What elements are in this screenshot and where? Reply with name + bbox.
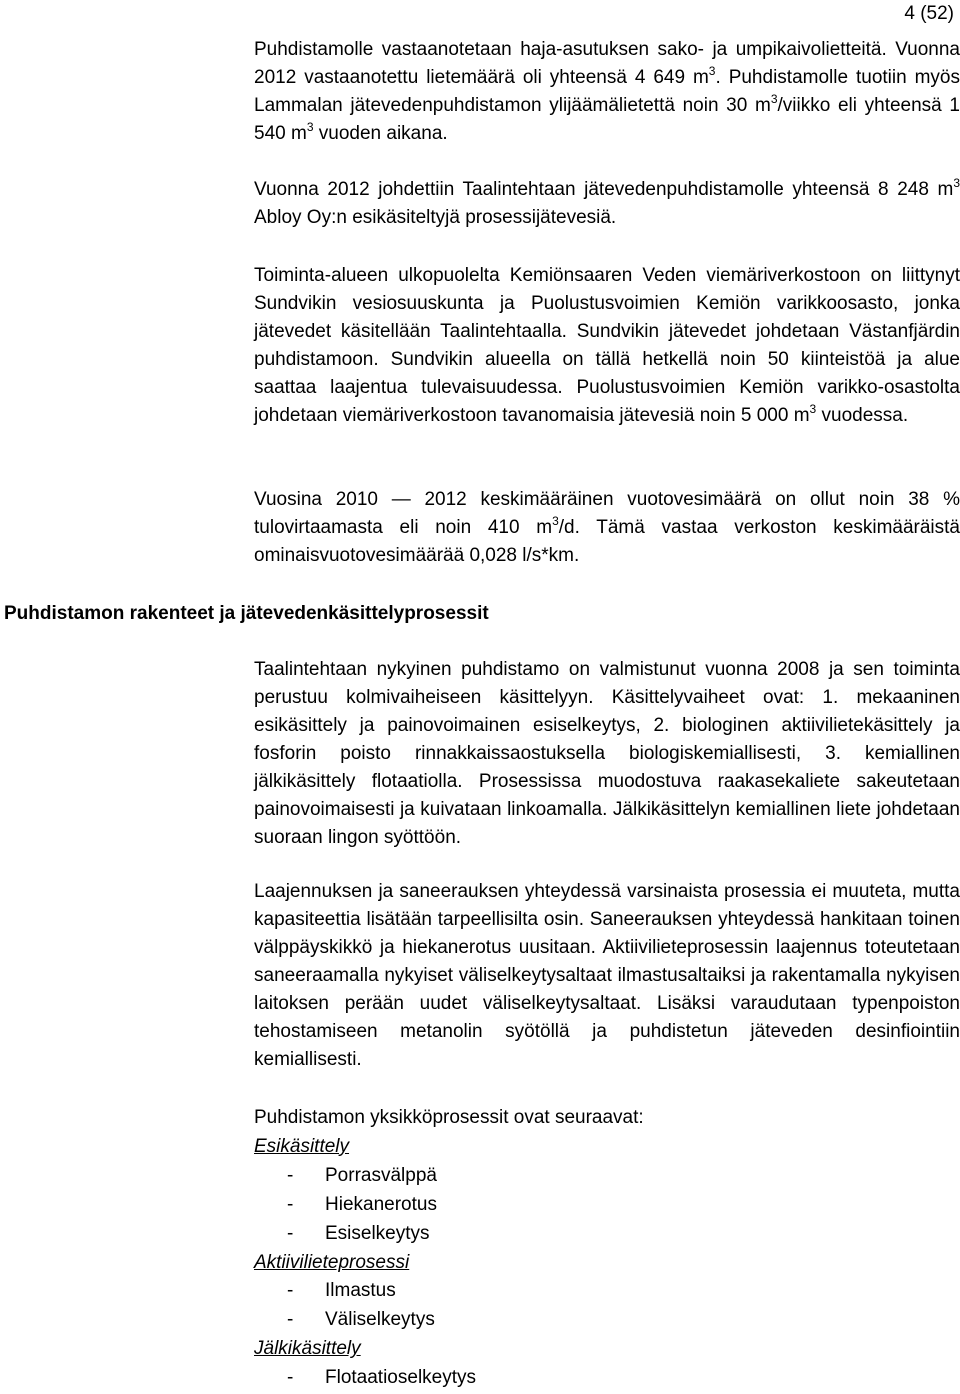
text-segment: . Puhdistamolle tuotiin myös Lammalan jätevedenpuhdistamon ylijäämälietettä noin 30 m	[254, 67, 960, 116]
list-group-heading: Esikäsittely	[254, 1135, 350, 1157]
list-item-label: Flotaatioselkeytys	[325, 1367, 477, 1389]
superscript: 3	[708, 63, 716, 78]
list-item-label: Hiekanerotus	[325, 1193, 437, 1215]
list-item-label: Esiselkeytys	[325, 1222, 430, 1244]
superscript: 3	[770, 91, 778, 106]
list-item-label: Väliselkeytys	[325, 1309, 435, 1331]
superscript: 3	[809, 401, 817, 416]
text-segment: Vuonna 2012 johdettiin Taalintehtaan jätevedenpuhdistamolle yhteensä 8 248 m	[254, 179, 954, 200]
paragraph-leakage-water	[254, 486, 960, 570]
dash-bullet: -	[287, 1280, 294, 1302]
dash-bullet: -	[287, 1367, 294, 1389]
superscript: 3	[953, 175, 960, 190]
list-item	[254, 1220, 960, 1249]
superscript: 3	[306, 119, 314, 134]
list-item	[254, 1364, 960, 1393]
dash-bullet: -	[287, 1309, 294, 1331]
text-segment: vuoden aikana.	[313, 123, 448, 144]
list-item	[254, 1306, 960, 1335]
paragraph-text: Taalintehtaan nykyinen puhdistamo on valmistunut vuonna 2008 ja sen toiminta perustuu kolmivaiheiseen käsittelyyn. Käsittelyvaiheet ovat: 1. mekaaninen esikäsittely ja painovoimainen esiselkeytys, 2. biologinen aktiivilietekäsittely ja fosforin poisto rinnakkaissaostuksella biologiskemiallisesti, 3. kemiallinen jälkikäsittely flotaatiolla. Prosessissa muodostuva raakasekaliete sakeutetaan painovoimaisesti ja kuivataan linkoamalla. Jälkikäsittelyn kemiallinen liete johdetaan suoraan lingon syöttöön.	[254, 659, 960, 848]
list-intro: Puhdistamon yksikköprosessit ovat seuraavat:	[254, 1107, 644, 1128]
dash-bullet: -	[287, 1222, 294, 1244]
paragraph-current-plant	[254, 656, 960, 852]
paragraph-external-connections	[254, 262, 960, 430]
page-number: 4 (52)	[904, 3, 954, 24]
list-group-heading: Jälkikäsittely	[254, 1338, 361, 1360]
superscript: 3	[552, 513, 559, 528]
list-item	[254, 1162, 960, 1191]
list-item-label: Porrasvälppä	[325, 1164, 437, 1186]
text-segment: vuodessa.	[816, 405, 909, 426]
dash-bullet: -	[287, 1193, 294, 1215]
paragraph-sludge-reception	[254, 36, 960, 148]
paragraph-process-wastewater	[254, 176, 960, 232]
text-segment: /viikko eli yhteensä 1 540 m	[254, 95, 960, 144]
list-item-label: Ilmastus	[325, 1280, 396, 1302]
list-item	[254, 1191, 960, 1220]
text-segment: Puhdistamolle vastaanotetaan haja-asutuksen sako- ja umpikaivolietteitä. Vuonna 2012 vastaanotettu lietemäärä oli yhteensä 4 649 m	[254, 39, 960, 88]
text-segment: /d. Tämä vastaa verkoston keskimääräistä ominaisvuotovesimäärää 0,028 l/s*km.	[254, 517, 960, 566]
list-group-heading: Aktiivilieteprosessi	[254, 1251, 410, 1273]
unit-process-list	[254, 1104, 960, 1393]
section-heading: Puhdistamon rakenteet ja jätevedenkäsittelyprosessit	[4, 603, 489, 624]
list-item	[254, 1277, 960, 1306]
dash-bullet: -	[287, 1164, 294, 1186]
text-segment: Abloy Oy:n esikäsiteltyjä prosessijätevesiä.	[254, 207, 617, 228]
paragraph-expansion	[254, 878, 960, 1074]
paragraph-text: Laajennuksen ja saneerauksen yhteydessä varsinaista prosessia ei muuteta, mutta kapasiteettia lisätään tarpeellisilta osin. Saneerauksen yhteydessä hankitaan toinen välppäyskikkö ja hiekanerotus uusitaan. Aktiivilieteprosessin laajennus toteutetaan saneeraamalla nykyiset väliselkeytysaltaat ilmastusaltaiksi ja rakentamalla nykyisen laitoksen perään uudet väliselkeytysaltaat. Lisäksi varaudutaan typenpoiston tehostamiseen metanolin syötöllä ja puhdistetun jäteveden desinfiointiin kemiallisesti.	[254, 881, 960, 1070]
text-segment: Vuosina 2010 — 2012 keskimääräinen vuotovesimäärä on ollut noin 38 % tulovirtaamasta eli noin 410 m	[254, 489, 960, 538]
text-segment: Toiminta-alueen ulkopuolelta Kemiönsaaren Veden viemäriverkostoon on liittynyt Sundvikin vesiosuuskunta ja Puolustusvoimien Kemiön varikkoosasto, jonka jätevedet käsitellään Taalintehtaalla. Sundvikin jätevedet johdetaan Västanfjärdin puhdistamoon. Sundvikin alueella on tällä hetkellä noin 50 kiinteistöä ja alue saattaa laajentua tulevaisuudessa. Puolustusvoimien Kemiön varikko-osastolta johdetaan viemäriverkostoon tavanomaisia jätevesiä noin 5 000 m	[254, 265, 960, 426]
